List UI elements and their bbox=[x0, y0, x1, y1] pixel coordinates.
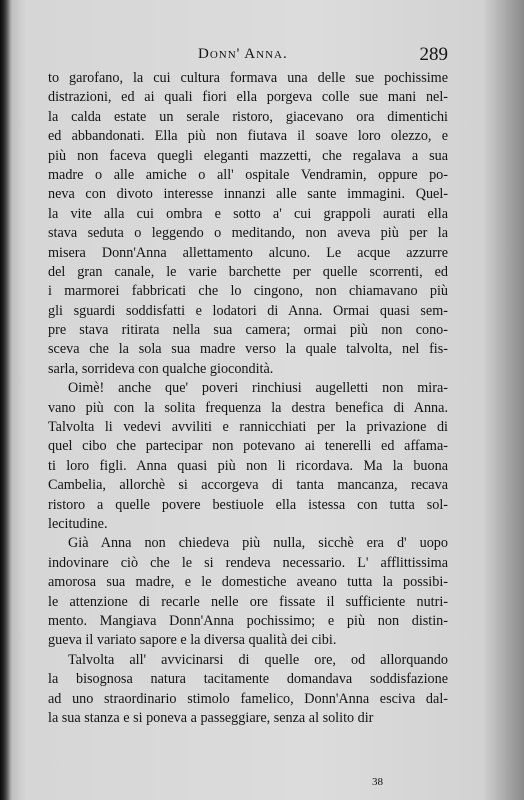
text-line: vano più con la solita frequenza la destra benefica di Anna. bbox=[48, 399, 448, 416]
text-line: i marmorei fabbricati che lo cingono, non chiamavano più bbox=[48, 283, 448, 300]
text-line: Talvolta li vedevi avviliti e rannicchiati per la privazione di bbox=[48, 419, 448, 436]
text-line: la sua stanza e si poneva a passeggiare, senza al solito dir bbox=[48, 709, 374, 726]
text-line: gueva il variato sapore e la diversa qualità dei cibi. bbox=[48, 632, 337, 649]
paragraph bbox=[48, 379, 448, 534]
text-line: quel cibo che partecipar non potevano ai tenerelli ed affama- bbox=[48, 438, 448, 455]
text-line: distrazioni, ed ai quali fiori ella porgeva colle sue mani nel- bbox=[48, 89, 448, 106]
text-line: Già Anna non chiedeva più nulla, sicchè era d' uopo bbox=[68, 535, 448, 552]
text-line: indovinare ciò che le si rendeva necessario. L' afflittissima bbox=[48, 554, 448, 571]
text-line: ed abbandonati. Ella più non fiutava il soave loro olezzo, e bbox=[48, 128, 448, 145]
text-line: più non faceva quegli eleganti mazzetti, che regalava a sua bbox=[48, 147, 448, 164]
paragraph bbox=[48, 651, 448, 729]
text-line: la vite alla cui ombra e sotto a' cui grappoli aurati ella bbox=[48, 205, 448, 222]
text-line: del gran canale, le varie barchette per quelle scorrenti, ed bbox=[48, 263, 448, 280]
paragraph bbox=[48, 534, 448, 650]
body-text bbox=[48, 69, 448, 728]
text-line: le attenzione di recarle nelle ore fissate il sufficiente nutri- bbox=[48, 593, 448, 610]
text-line: to garofano, la cui cultura formava una delle sue pochissime bbox=[48, 70, 448, 86]
running-head: Donn' Anna. bbox=[198, 46, 288, 62]
text-line: misera Donn'Anna allettamento alcuno. Le acque azzurre bbox=[48, 244, 448, 261]
text-line: lecitudine. bbox=[48, 515, 108, 532]
text-line: la bisognosa natura tacitamente domandava soddisfazione bbox=[48, 671, 448, 688]
text-line: madre o alle amiche o all' ospitale Vendramin, oppure po- bbox=[48, 166, 448, 183]
text-line: la calda estate un serale ristoro, giacevano ora dimentichi bbox=[48, 108, 448, 125]
page-number: 289 bbox=[419, 44, 448, 65]
text-line: sarla, sorrideva con qualche giocondità. bbox=[48, 360, 274, 377]
text-line: ristoro a quelle povere bestiuole ella istessa con tutta sol- bbox=[48, 496, 448, 513]
text-line: pre stava ritirata nella sua camera; ormai più non cono- bbox=[48, 322, 448, 339]
text-line: sceva che la sola sua madre verso la quale talvolta, nel fis- bbox=[48, 341, 448, 358]
paragraph bbox=[48, 69, 448, 379]
text-line: stava seduta o leggendo o meditando, non aveva più per la bbox=[48, 225, 448, 242]
text-line: gli sguardi soddisfatti e lodatori di Anna. Ormai quasi sem- bbox=[48, 302, 448, 319]
text-line: neva con divoto interesse innanzi alle sante immagini. Quel- bbox=[48, 186, 448, 203]
signature-mark: 38 bbox=[372, 776, 383, 788]
page-header bbox=[48, 46, 448, 68]
text-line: ti loro figli. Anna quasi più non li ricordava. Ma la buona bbox=[48, 457, 448, 474]
text-line: ad uno straordinario stimolo famelico, Donn'Anna esciva dal- bbox=[48, 690, 448, 707]
text-line: Oimè! anche que' poveri rinchiusi augelletti non mira- bbox=[68, 380, 448, 397]
page-gutter-shadow bbox=[0, 0, 12, 800]
text-line: mento. Mangiava Donn'Anna pochissimo; e più non distin- bbox=[48, 612, 448, 629]
text-line: Cambelia, allorchè si accorgeva di tanta mancanza, recava bbox=[48, 477, 448, 494]
text-line: amorosa sua madre, e le domestiche aveano tutta la possibi- bbox=[48, 574, 448, 591]
text-line: Talvolta all' avvicinarsi di quelle ore, od allorquando bbox=[68, 651, 448, 668]
